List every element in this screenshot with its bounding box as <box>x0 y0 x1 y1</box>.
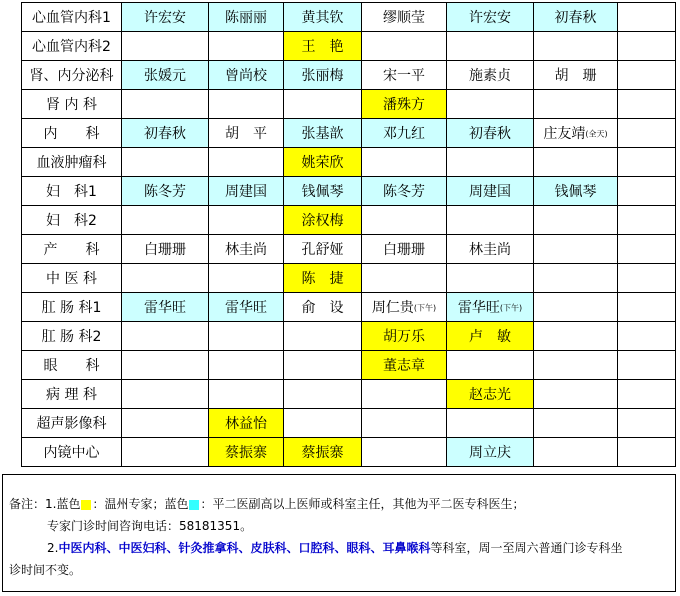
doctor-cell <box>447 90 534 119</box>
empty-cell <box>618 438 676 467</box>
clinic-schedule-table <box>21 2 676 467</box>
doctor-cell <box>362 90 447 119</box>
department-cell: 肛 肠 科1 <box>22 293 122 322</box>
doctor-name: 陈丽丽 <box>225 10 267 26</box>
empty-cell <box>618 293 676 322</box>
empty-cell <box>618 177 676 206</box>
doctor-cell <box>534 3 618 32</box>
doctor-cell <box>534 206 618 235</box>
note-line3-prefix: 2. <box>47 541 59 555</box>
note-departments: 中医内科、中医妇科、针灸推拿科、皮肤科、口腔科、眼科、耳鼻喉科 <box>58 541 431 555</box>
empty-cell <box>618 32 676 61</box>
doctor-name: 许宏安 <box>144 10 186 26</box>
doctor-cell <box>284 409 362 438</box>
doctor-cell <box>284 264 362 293</box>
doctor-name: 张媛元 <box>144 68 186 84</box>
doctor-cell <box>534 119 618 148</box>
note-part-a: ：温州专家；蓝色 <box>92 497 189 511</box>
department-cell: 产 科 <box>22 235 122 264</box>
doctor-name: 孔舒娅 <box>301 242 344 258</box>
doctor-cell <box>534 293 618 322</box>
doctor-name: 缪顺莹 <box>383 10 425 26</box>
note-prefix: 备注：1.蓝色 <box>9 497 81 511</box>
table-row <box>22 3 676 32</box>
table-row <box>22 235 676 264</box>
notes-box <box>2 474 676 592</box>
empty-cell <box>618 380 676 409</box>
department-cell: 心血管内科2 <box>22 32 122 61</box>
doctor-name: 初春秋 <box>554 10 597 26</box>
department-cell: 内 科 <box>22 119 122 148</box>
doctor-name: 周立庆 <box>469 445 511 461</box>
doctor-cell <box>122 322 209 351</box>
doctor-name: 胡 珊 <box>554 68 597 84</box>
doctor-cell <box>447 293 534 322</box>
doctor-cell <box>447 438 534 467</box>
note-line-3 <box>9 537 669 559</box>
doctor-name: 邓九红 <box>383 126 425 142</box>
doctor-cell <box>209 351 284 380</box>
doctor-name: 施素贞 <box>469 68 511 84</box>
doctor-cell <box>122 119 209 148</box>
yellow-swatch <box>81 500 91 510</box>
department-cell: 妇 科1 <box>22 177 122 206</box>
doctor-cell <box>122 235 209 264</box>
doctor-name: 曾尚校 <box>225 68 267 84</box>
doctor-cell <box>209 293 284 322</box>
doctor-name: 钱佩琴 <box>554 184 597 200</box>
doctor-cell <box>362 264 447 293</box>
doctor-name: 潘殊方 <box>383 97 425 113</box>
doctor-cell <box>362 438 447 467</box>
doctor-cell <box>447 206 534 235</box>
doctor-cell <box>447 235 534 264</box>
doctor-name: 胡万乐 <box>383 329 425 345</box>
doctor-cell <box>534 90 618 119</box>
doctor-name: 陈 捷 <box>301 271 344 287</box>
doctor-name: 黄其钦 <box>301 10 344 26</box>
doctor-name: 蔡振寨 <box>301 445 344 461</box>
empty-cell <box>618 264 676 293</box>
empty-cell <box>618 206 676 235</box>
note-line-2: 专家门诊时间咨询电话：58181351。 <box>47 519 253 533</box>
table-row <box>22 148 676 177</box>
doctor-name: 林圭尚 <box>225 242 267 258</box>
table-row <box>22 293 676 322</box>
doctor-cell <box>284 32 362 61</box>
doctor-cell <box>122 61 209 90</box>
doctor-name: 周仁贵 <box>371 300 414 316</box>
doctor-cell <box>284 119 362 148</box>
doctor-cell <box>534 177 618 206</box>
doctor-cell <box>534 322 618 351</box>
doctor-name: 张基歆 <box>301 126 344 142</box>
doctor-cell <box>284 438 362 467</box>
doctor-cell <box>362 61 447 90</box>
doctor-cell <box>534 380 618 409</box>
doctor-cell <box>362 3 447 32</box>
cyan-swatch <box>189 500 199 510</box>
doctor-cell <box>122 351 209 380</box>
table-row <box>22 264 676 293</box>
doctor-cell <box>447 32 534 61</box>
doctor-cell <box>362 177 447 206</box>
department-cell: 肾、内分泌科 <box>22 61 122 90</box>
table-row <box>22 409 676 438</box>
doctor-name: 蔡振寨 <box>225 445 267 461</box>
note-part-b: ：平二医副高以上医师或科室主任，其他为平二医专科医生； <box>200 497 525 511</box>
doctor-cell <box>284 293 362 322</box>
doctor-cell <box>362 351 447 380</box>
doctor-cell <box>122 438 209 467</box>
doctor-cell <box>284 148 362 177</box>
doctor-name: 陈冬芳 <box>383 184 425 200</box>
doctor-name: 雷华旺 <box>225 300 267 316</box>
doctor-name: 林圭尚 <box>469 242 511 258</box>
session-note: (全天) <box>585 129 608 139</box>
doctor-name: 雷华旺 <box>457 300 500 316</box>
doctor-cell <box>362 148 447 177</box>
doctor-name: 董志章 <box>383 358 425 374</box>
doctor-name: 陈冬芳 <box>144 184 186 200</box>
doctor-cell <box>209 235 284 264</box>
doctor-cell <box>122 380 209 409</box>
note-line-1 <box>9 493 669 515</box>
department-cell: 病 理 科 <box>22 380 122 409</box>
doctor-cell <box>447 177 534 206</box>
doctor-cell <box>447 322 534 351</box>
empty-cell <box>618 351 676 380</box>
doctor-cell <box>209 409 284 438</box>
note-line-4: 诊时间不变。 <box>9 563 82 577</box>
doctor-name: 许宏安 <box>469 10 511 26</box>
doctor-cell <box>362 206 447 235</box>
doctor-cell <box>284 322 362 351</box>
doctor-cell <box>447 264 534 293</box>
session-note: (下午) <box>499 303 523 313</box>
doctor-cell <box>209 322 284 351</box>
table-row <box>22 32 676 61</box>
doctor-cell <box>362 119 447 148</box>
doctor-cell <box>209 148 284 177</box>
doctor-name: 卢 敏 <box>469 329 511 345</box>
doctor-cell <box>362 409 447 438</box>
empty-cell <box>618 322 676 351</box>
doctor-name: 钱佩琴 <box>301 184 344 200</box>
doctor-cell <box>447 380 534 409</box>
doctor-name: 宋一平 <box>383 68 425 84</box>
department-cell: 心血管内科1 <box>22 3 122 32</box>
empty-cell <box>618 148 676 177</box>
department-cell: 肾 内 科 <box>22 90 122 119</box>
doctor-cell <box>209 380 284 409</box>
department-cell: 肛 肠 科2 <box>22 322 122 351</box>
table-row <box>22 380 676 409</box>
doctor-name: 林益怡 <box>225 416 267 432</box>
doctor-cell <box>284 3 362 32</box>
empty-cell <box>618 119 676 148</box>
table-row <box>22 119 676 148</box>
doctor-cell <box>534 32 618 61</box>
doctor-name: 胡 平 <box>225 126 267 142</box>
table-row <box>22 177 676 206</box>
doctor-name: 白珊珊 <box>383 242 425 258</box>
doctor-cell <box>534 61 618 90</box>
doctor-cell <box>362 32 447 61</box>
doctor-cell <box>209 177 284 206</box>
doctor-cell <box>447 119 534 148</box>
doctor-cell <box>534 351 618 380</box>
doctor-name: 雷华旺 <box>144 300 186 316</box>
empty-cell <box>618 61 676 90</box>
doctor-cell <box>284 177 362 206</box>
doctor-cell <box>209 438 284 467</box>
doctor-cell <box>284 90 362 119</box>
doctor-name: 初春秋 <box>144 126 186 142</box>
doctor-cell <box>284 235 362 264</box>
doctor-cell <box>534 235 618 264</box>
department-cell: 眼 科 <box>22 351 122 380</box>
doctor-name: 庄友靖 <box>543 126 586 142</box>
table-row <box>22 206 676 235</box>
empty-cell <box>618 409 676 438</box>
department-cell: 超声影像科 <box>22 409 122 438</box>
doctor-cell <box>362 235 447 264</box>
doctor-cell <box>122 293 209 322</box>
department-cell: 内镜中心 <box>22 438 122 467</box>
doctor-name: 俞 设 <box>301 300 344 316</box>
doctor-name: 白珊珊 <box>144 242 186 258</box>
doctor-cell <box>209 32 284 61</box>
note-line3-suffix: 等科室，周一至周六普通门诊专科坐 <box>430 541 623 555</box>
doctor-name: 姚荣欣 <box>301 155 344 171</box>
doctor-cell <box>284 380 362 409</box>
doctor-name: 张丽梅 <box>301 68 344 84</box>
doctor-name: 周建国 <box>469 184 511 200</box>
doctor-name: 涂权梅 <box>301 213 344 229</box>
table-row <box>22 438 676 467</box>
doctor-name: 初春秋 <box>469 126 511 142</box>
doctor-cell <box>122 3 209 32</box>
doctor-cell <box>447 148 534 177</box>
doctor-cell <box>534 438 618 467</box>
department-cell: 中 医 科 <box>22 264 122 293</box>
session-note: (下午) <box>413 303 437 313</box>
doctor-cell <box>122 32 209 61</box>
department-cell: 血液肿瘤科 <box>22 148 122 177</box>
doctor-cell <box>447 61 534 90</box>
doctor-name: 周建国 <box>225 184 267 200</box>
doctor-cell <box>447 3 534 32</box>
doctor-cell <box>209 206 284 235</box>
department-cell: 妇 科2 <box>22 206 122 235</box>
table-row <box>22 322 676 351</box>
doctor-cell <box>534 264 618 293</box>
doctor-cell <box>534 409 618 438</box>
doctor-cell <box>209 264 284 293</box>
table-row <box>22 351 676 380</box>
doctor-cell <box>209 119 284 148</box>
empty-cell <box>618 90 676 119</box>
doctor-cell <box>122 409 209 438</box>
doctor-cell <box>209 3 284 32</box>
doctor-cell <box>284 351 362 380</box>
empty-cell <box>618 3 676 32</box>
doctor-cell <box>534 148 618 177</box>
table-row <box>22 90 676 119</box>
empty-cell <box>618 235 676 264</box>
table-row <box>22 61 676 90</box>
doctor-name: 赵志光 <box>469 387 511 403</box>
doctor-cell <box>447 351 534 380</box>
doctor-cell <box>209 61 284 90</box>
doctor-cell <box>362 380 447 409</box>
doctor-cell <box>284 61 362 90</box>
doctor-cell <box>362 322 447 351</box>
doctor-cell <box>209 90 284 119</box>
doctor-cell <box>122 148 209 177</box>
doctor-cell <box>122 177 209 206</box>
doctor-cell <box>284 206 362 235</box>
doctor-cell <box>447 409 534 438</box>
doctor-cell <box>122 206 209 235</box>
doctor-name: 王 艳 <box>301 39 344 55</box>
doctor-cell <box>362 293 447 322</box>
doctor-cell <box>122 264 209 293</box>
doctor-cell <box>122 90 209 119</box>
